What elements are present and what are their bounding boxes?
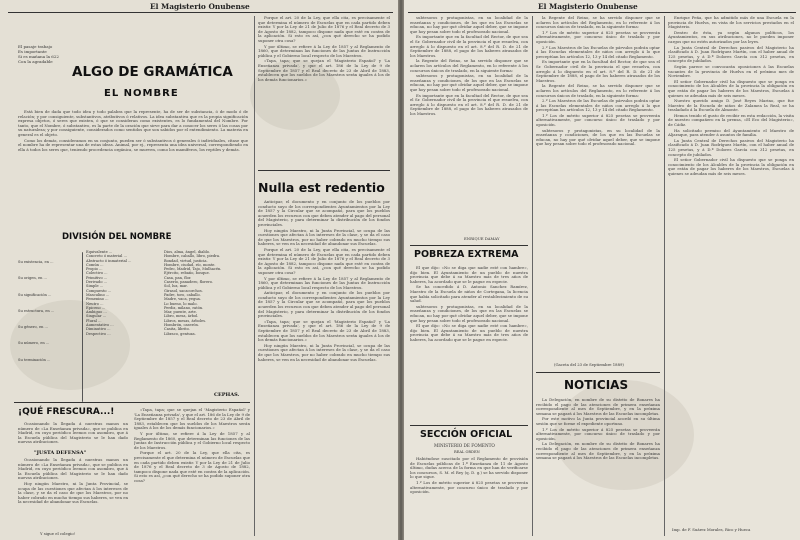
paragraph: 1.º Los de mérito superior á 825 pesetas se proveerán alternativamente, por concurso único de traslado y por oposición.: [536, 426, 660, 441]
corner-note-line: Con la agradable: [18, 59, 53, 64]
table-cell: Epiceno ...: [86, 305, 106, 310]
table-cell: Libros, mesas, árboles.: [164, 318, 207, 323]
table-cell: Pedro, Madrid, Tajo, Mulhacén.: [164, 267, 222, 272]
paragraph: Se ha concedido á D. Antonio Sanchez Ramírez, Maestro de la Escuela de niños de Cortegana, la licencia que había solicitado para atender al restablecimiento de su salud.: [410, 284, 528, 304]
table-cell: Su estructura, en ...: [18, 308, 55, 313]
paragraph: Es importante que en la facultad del Rector, de que sea el Sr. Gobernador civil de la provincia el que resuelva, con arreglo á lo dispuesto en el art. 8.º del R. D. de 21 de Septiembre de 1888, el pago de los haberes atrasados de los Maestros.: [410, 92, 528, 116]
masthead: El Magisterio Onubense: [150, 2, 250, 11]
table-cell: Aumentativo ...: [86, 323, 114, 328]
article-body: [18, 422, 128, 448]
article-title: Nulla est redentio: [258, 180, 385, 195]
paragraph: Porque el art. 20 de la Ley, que ella cita, es precisamente el que determina el número de Escuelas que en cada partido deben existir. Y por la Ley de 21 de Julio de 1876 y el Real decreto de 3 de Agosto de 1882, tampoco dispone nada que esté en contra de la aplicación. Si esto es así, ¿con qué derecho se ha podido suponer otra cosa?: [258, 16, 390, 43]
table-cell: Plural ...: [86, 318, 102, 323]
table-cell: Hombre, caballo, libro, piedra.: [164, 254, 221, 259]
article-body: [410, 16, 528, 234]
table-cell: Casa, pan, flor.: [164, 275, 192, 280]
table-cell: Femenino ...: [86, 297, 109, 302]
table-cell: Padre, toro, caballo.: [164, 292, 201, 297]
section-divider: [410, 425, 528, 426]
paragraph: «Tapa, tapa; que se quejan el 'Magisterio Español' y 'La Enseñanza privada', y que el art. 186 de la Ley de 9 de Septiembre de 1857 y el Real decreto de 23 de Abril de 1883, establecen que los sueldos de los Maestros serán iguales á los de los demás funcionarios.»: [258, 318, 390, 343]
table-cell: Sol, luz, mar.: [164, 284, 188, 289]
paragraph: subtesoros y protagonistas, en su localidad de la enseñanza y condiciones, de los que en las Escuelas se educan, no hay por qué olvidar aquel deber, que se impone que hoy pesan sobre todo el profesorado nacional.: [410, 303, 528, 323]
closing-line: Y sigue el colegio!: [40, 531, 76, 536]
paragraph: Hoy ningún Maestro, ni la Junta Provincial, se ocupa de las cuestiones que afectan á los intereses de la clase, y se da el caso de que los Maestros, por no haber cobrado en mucho tiempo sus haberes, se ven en la necesidad de abandonar sus Escuelas.: [258, 342, 390, 362]
column-divider: [532, 16, 533, 536]
right-page: [404, 0, 800, 540]
table-brace: [82, 252, 83, 402]
paragraph: La Delegación, en nombre de su distrito de Bonares ha recibido el pago de las atenciones de primera enseñanza correspondiente al mes de Septiembre, y en la próxima semana se pagará á los Maestros de las Escuelas incompletas.: [536, 398, 660, 416]
paragraph: La Junta Central de Derechos pasivos del Magisterio ha clasificado á D. Juan Rodríguez Martín, con el haber anual de 125 pesetas, y á D.ª Dolores García con 312 pesetas, en concepto de jubilados.: [668, 137, 794, 157]
paragraph: Ha solicitado permiso del Ayuntamiento el Maestro de Aljaraque, para atender á asuntos de familia.: [668, 127, 794, 138]
paragraph: Hoy ningún Maestro, ni la Junta Provincial, se ocupa de las cuestiones que afectan á los intereses de la clase, y se da el caso de que los Maestros, por no haber cobrado en mucho tiempo sus haberes, se ven en la necesidad de abandonar sus Escuelas.: [258, 227, 390, 247]
division-table-examples: [164, 250, 248, 336]
paragraph: La Junta Central de Derechos pasivos del Magisterio ha clasificado á D. Juan Rodríguez Martín, con el haber anual de 125 pesetas, y á D.ª Dolores García con 312 pesetas, en concepto de jubilados.: [668, 44, 794, 64]
table-cell: Equivalente ...: [86, 250, 113, 254]
table-cell: Simple ...: [86, 284, 104, 289]
paragraph: la Regente del Reino, se ha servido disponer que se aclaren los artículos del Reglamento, en lo referente á los concursos únicos de traslado, en la siguiente forma:: [410, 58, 528, 73]
table-cell: Hombre, ciudad, río, monte.: [164, 262, 216, 267]
paragraph: Hemos tenido el gusto de recibir en esta redacción, la visita de nuestro compañero en la prensa, «El Eco del Magisterio», de Cádiz.: [668, 112, 794, 128]
section-divider: [258, 170, 390, 171]
paragraph: la Regente del Reino, se ha servido disponer que se aclaren los artículos del Reglamento, en lo referente á los concursos únicos de traslado, en la siguiente forma:: [536, 83, 660, 98]
table-cell: Madre, vaca, yegua.: [164, 297, 201, 302]
article-body: [410, 457, 528, 537]
corner-note-line: Si es mañana la 622: [18, 54, 59, 59]
table-cell: Su terminación ...: [18, 357, 51, 362]
paragraph: El señor Gobernador civil ha dispuesto que se ponga en conocimiento de los Alcaldes de la provincia la obligación en que están de pagar los haberes de los Maestros, Escuelas á quienes se adeudan más de seis meses.: [668, 157, 794, 176]
paragraph: subtesoros y protagonistas, en su localidad de la enseñanza y condiciones, de los que en las Escuelas se educan, no hay por qué olvidar aquel deber, que se impone que hoy pesan sobre todo el profesorado nacional.: [410, 16, 528, 34]
table-cell: Lo bueno, lo malo.: [164, 301, 198, 306]
column-divider: [254, 16, 255, 536]
article-body: [668, 16, 794, 524]
signature: CEPHAS.: [214, 392, 240, 398]
paragraph: El señor Gobernador civil ha dispuesto que se ponga en conocimiento de los Alcaldes de la provincia la obligación en que están de pagar los haberes de los Maestros, Escuelas á quienes se adeudan más de seis meses.: [668, 78, 794, 98]
corner-note-line: El pasaje trabajo: [18, 44, 53, 49]
table-cell: Abstracto ó inmaterial ...: [86, 258, 132, 263]
paragraph: Por este motivo la Junta provincial acordó en su última sesión que se forme el expediente oportuno.: [536, 416, 660, 426]
article-title: SECCIÓN OFICIAL: [420, 429, 513, 440]
paragraph: Habiéndose suscitado por el Reglamento de provisión de Escuelas públicas de 1.ª Enseñanza de 11 de Agosto último, dudas acerca de la forma en que han de verificarse los concursos, S. M. el Rey (q. D. g.) se ha servido disponer lo que sigue.: [410, 457, 528, 480]
citation: (Gaceta del 23 de Septiembre 1889): [554, 362, 624, 367]
corner-note-line: Es importante: [18, 49, 47, 54]
paragraph: Porque el art. 20 de la Ley, que ella cita, es precisamente el que determina el número de Escuelas que en cada partido deben existir. Y por la Ley de 21 de Julio de 1876 y el Real decreto de 3 de Agosto de 1882, tampoco dispone nada que esté en contra de la aplicación. Si esto es así, ¿con qué derecho se ha podido suponer otra cosa?: [134, 450, 250, 483]
article-body: [536, 16, 660, 356]
table-cell: Colectivo ...: [86, 271, 108, 276]
table-cell: Compuesto ...: [86, 288, 112, 293]
table-cell: Libraco, gentuza.: [164, 331, 196, 336]
table-cell: Dios, alma, ángel, diablo.: [164, 250, 211, 254]
paragraph: Hoy ningún Maestro, ni la Junta Provincial, se ocupa de las cuestiones que afectan á los intereses de la clase, y se da el caso de que los Maestros, por no haber cobrado en mucho tiempo sus haberes, se ven en la necesidad de abandonar sus Escuelas.: [18, 480, 128, 505]
article-title: ALGO DE GRAMÁTICA: [72, 64, 233, 80]
article-body: [18, 110, 248, 225]
section-divider: [410, 245, 528, 246]
article-body: [258, 16, 390, 166]
division-title: DIVISIÓN DEL NOMBRE: [62, 232, 172, 242]
paragraph: Dentro de ésta, ya según algunos políticos, los Ayuntamientos, en sus atribuciones, no le pueden imponer cargos que no estén autorizados por las leyes.: [668, 29, 794, 44]
paragraph: Es importante que en la facultad del Rector, de que sea el Sr. Gobernador civil de la provincia el que resuelva, con arreglo á lo dispuesto en el art. 8.º del R. D. de 21 de Septiembre de 1888, el pago de los haberes atrasados de los Maestros.: [536, 59, 660, 83]
article-title: POBREZA EXTREMA: [414, 249, 519, 260]
paragraph: «Tapa, tapa; que se quejan el 'Magisterio Español' y 'La Enseñanza privada', y que el art. 186 de la Ley de 9 de Septiembre de 1857 y el Real decreto de 23 de Abril de 1883, establecen que los sueldos de los Maestros serán iguales á los de los demás funcionarios.»: [134, 408, 250, 431]
column-divider: [664, 16, 665, 536]
table-cell: Común ...: [86, 262, 104, 267]
paragraph: Nuestro querido amigo D. José Reyes Marino, que fue Maestro de la Escuela de niños de Zalamea la Real, se ha trasladado á la Escuela de Almonte.: [668, 98, 794, 113]
section-divider: [536, 372, 660, 373]
table-cell: Su número, en ...: [18, 341, 50, 346]
table-cell: Concreto ó material ...: [86, 254, 127, 259]
table-cell: Despectivo ...: [86, 331, 111, 336]
table-cell: Casita, librito.: [164, 327, 190, 332]
article-body: [410, 266, 528, 424]
paragraph: 1.º Los de mérito superior á 825 pesetas se proveerán alternativamente, por concurso único de traslado y por oposición.: [410, 479, 528, 495]
table-cell: Derivado ...: [86, 280, 108, 285]
paragraph: Porque el art. 20 de la Ley, que ella cita, es precisamente el que determina el número de Escuelas que en cada partido deben existir. Y por la Ley de 21 de Julio de 1876 y el Real decreto de 3 de Agosto de 1882, tampoco dispone nada que esté en contra de la aplicación. Si esto es así, ¿con qué derecho se ha podido suponer otra cosa?: [258, 246, 390, 275]
article-subtitle: EL NOMBRE: [104, 88, 179, 99]
paragraph: subtesoros y protagonistas, en su localidad de la enseñanza y condiciones, de los que en las Escuelas se educan, no hay por qué olvidar aquel deber, que se impone que hoy pesan sobre todo el profesorado nacional.: [410, 73, 528, 92]
table-cell: Bondad, virtud, justicia.: [164, 258, 208, 263]
paragraph: Y por último, se refiere á la Ley de 1857 y al Reglamento de 1860, que determinan las funciones de las Juntas de Instrucción pública y el Gobierno local respecto de los Maestros.: [258, 43, 390, 58]
article-title: ¡QUÉ FRESCURA...!: [18, 407, 115, 417]
paragraph: 2.º Los Maestros de las Escuelas de párvulos podrán optar á las Escuelas elementales de niños con arreglo á lo que preceptúan los artículos 12, 13 y 14 del citado Reglamento.: [536, 98, 660, 113]
section-divider: [14, 402, 250, 403]
division-table-left: [18, 250, 78, 362]
table-cell: Libro, mesa, árbol.: [164, 314, 199, 319]
article-body: [134, 408, 250, 536]
table-cell: Su género, en ...: [18, 325, 48, 330]
table-cell: Su significación ...: [18, 292, 52, 297]
table-cell: Singular ...: [86, 314, 107, 319]
article-body: [536, 398, 660, 536]
table-cell: Su existencia, en ...: [18, 260, 54, 264]
division-table-middle: [86, 250, 156, 336]
paragraph: Anticipar, el documento y en conjunto de los pueblos por conducto suyo de los correspondientes Ayuntamientos por la Ley de 1857 y la Circular que se acompañó, para que los pueblos acuerden los recursos con que deben atender al pago del personal del Magisterio, y para determinar la distribución de los fondos provinciales.: [258, 290, 390, 319]
masthead-rule: [8, 12, 393, 13]
paragraph: Enrique Peña, que ha admitido más de una Escuela en la provincia de Huelva, en vista de los servicios prestados en el Magisterio.: [668, 16, 794, 30]
paragraph: 1.º Los de mérito superior á 825 pesetas se proveerán alternativamente, por concurso único de traslado y por oposición.: [536, 29, 660, 44]
table-cell: Su origen, en ...: [18, 276, 47, 281]
paragraph: La Delegación, en nombre de su distrito de Bonares ha recibido el pago de las atenciones de primera enseñanza correspondiente al mes de Septiembre, y en la próxima semana se pagará á los Maestros de las Escuelas incompletas.: [536, 441, 660, 461]
table-cell: Perdiz, milano, ratón.: [164, 305, 204, 310]
masthead: El Magisterio Onubense: [538, 2, 638, 11]
article-title: NOTICIAS: [564, 378, 629, 392]
quote-title: "JUSTA DEFENSA": [34, 450, 87, 456]
paragraph: El que dijo: «No se diga que nadie esté con hambre», dijo bien. El Ayuntamiento de un pueblo de nuestra provincia que debe á su Maestro más de tres años de haberes, ha acordado que se le pague en especie.: [410, 266, 528, 284]
table-cell: Diminutivo ...: [86, 327, 111, 332]
article-body: [258, 200, 390, 536]
paragraph: Y por último, se refiere á la Ley de 1857 y al Reglamento de 1860, que determinan las funciones de las Juntas de Instrucción pública y el Gobierno local respecto de los Maestros.: [258, 275, 390, 290]
paragraph: Ocasionando la llegada á nuestras manos un número de «La Enseñanza privada», que se publica en Madrid, en cuyo periódico leemos con asombro, que á la Escuela pública del Magisterio se le han dado nuevas atribuciones.: [18, 458, 128, 481]
corner-note: [18, 44, 59, 64]
signature: ENRIQUE DAMAY: [464, 236, 500, 241]
paragraph: 1.º Los de mérito superior á 825 pesetas se proveerán alternativamente, por concurso único de traslado y por oposición.: [536, 112, 660, 128]
article-body: [18, 458, 128, 530]
table-cell: Neutro ...: [86, 301, 104, 306]
paragraph: subtesoros y protagonistas, en su localidad de la enseñanza y condiciones, de los que en las Escuelas se educan, no hay por qué olvidar aquel deber, que se impone que hoy pesan sobre todo el profesorado nacional.: [536, 127, 660, 147]
table-cell: Girasol, sacacorchos.: [164, 288, 203, 293]
table-cell: Caserío, panadero, florero.: [164, 280, 214, 285]
printer-line: Imp. de F. Suárez Morales, Rico y Hueca: [672, 527, 751, 532]
order-title: REAL ORDEN: [454, 450, 480, 454]
paragraph: Como los demás, consideramos en su conjunto, pueden ser ó substantivos ó generales ó individuales, cítase que el nombre ha de representar una de estas ideas. Animal, por ej., representa una idea universal, correspondiendo en ella á todos los seres que, teniendo procedencia orgánica, se mueven, como los mamíferos, los reptiles y demás.: [18, 137, 248, 152]
table-cell: Primitivo ...: [86, 275, 108, 280]
paragraph: Según parece se convocarán oposiciones á las Escuelas vacantes de la provincia de Huelva en el próximo mes de Noviembre.: [668, 63, 794, 79]
ministry-name: MINISTERIO DE FOMENTO: [434, 443, 495, 448]
paragraph: Está bien de dada que todo idea y todo palabra que la represente, ha de ser de substancia, ó de modo ó de relación; y por consiguiente, substantivos, atributivos ó relativos. La idea substantiva que es la propia significación expresa objetos, ó seres que existen, ó que se consideran como existentes, es lo fundamental del Nombre. Por tanto, que el Nombre, ó substantivo, es la parte de la oración que sirve para dar a conocer los seres ó las cosas por su naturaleza; y por consiguiente, considerados como sentidos que son sabidos por el entendimiento. La materia en general es el objeto.: [18, 110, 248, 137]
paragraph: El que dijo: «No se diga que nadie esté con hambre», dijo bien. El Ayuntamiento de un pueblo de nuestra provincia que debe á su Maestro más de tres años de haberes, ha acordado que se le pague en especie.: [410, 323, 528, 342]
paragraph: Anticipar, el documento y en conjunto de los pueblos por conducto suyo de los correspondientes Ayuntamientos por la Ley de 1857 y la Circular que se acompañó, para que los pueblos acuerden los recursos con que deben atender al pago del personal del Magisterio, y para determinar la distribución de los fondos provinciales.: [258, 200, 390, 227]
table-cell: Hombrón, caserón.: [164, 323, 199, 328]
left-page: [0, 0, 398, 540]
paragraph: Ocasionando la llegada á nuestras manos un número de «La Enseñanza privada», que se publica en Madrid, en cuyo periódico leemos con asombro, que á la Escuela pública del Magisterio se le han dado nuevas atribuciones.: [18, 422, 128, 445]
table-cell: Ejército, rebaño, bosque.: [164, 271, 210, 276]
table-cell: Mar, puente, arte.: [164, 310, 197, 315]
paragraph: Es importante que en la facultad del Rector, de que sea el Sr. Gobernador civil de la provincia el que resuelva, con arreglo á lo dispuesto en el art. 8.º del R. D. de 21 de Septiembre de 1888, el pago de los haberes atrasados de los Maestros.: [410, 34, 528, 58]
table-cell: Ambiguo ...: [86, 310, 107, 315]
paragraph: Y por último, se refiere á la Ley de 1857 y al Reglamento de 1860, que determinan las funciones de las Juntas de Instrucción pública y el Gobierno local respecto de los Maestros.: [134, 430, 250, 450]
paragraph: «Tapa, tapa; que se quejan el 'Magisterio Español' y 'La Enseñanza privada', y que el art. 186 de la Ley de 9 de Septiembre de 1857 y el Real decreto de 23 de Abril de 1883, establecen que los sueldos de los Maestros serán iguales á los de los demás funcionarios.»: [258, 58, 390, 82]
masthead-rule: [408, 12, 796, 13]
table-cell: Masculino ...: [86, 292, 110, 297]
paragraph: 2.º Los Maestros de las Escuelas de párvulos podrán optar á las Escuelas elementales de niños con arreglo á lo que preceptúan los artículos 12, 13 y 14 del citado Reglamento.: [536, 44, 660, 59]
table-cell: Propio ...: [86, 267, 103, 272]
paragraph: la Regente del Reino, se ha servido disponer que se aclaren los artículos del Reglamento, en lo referente á los concursos únicos de traslado, en la siguiente forma:: [536, 16, 660, 30]
